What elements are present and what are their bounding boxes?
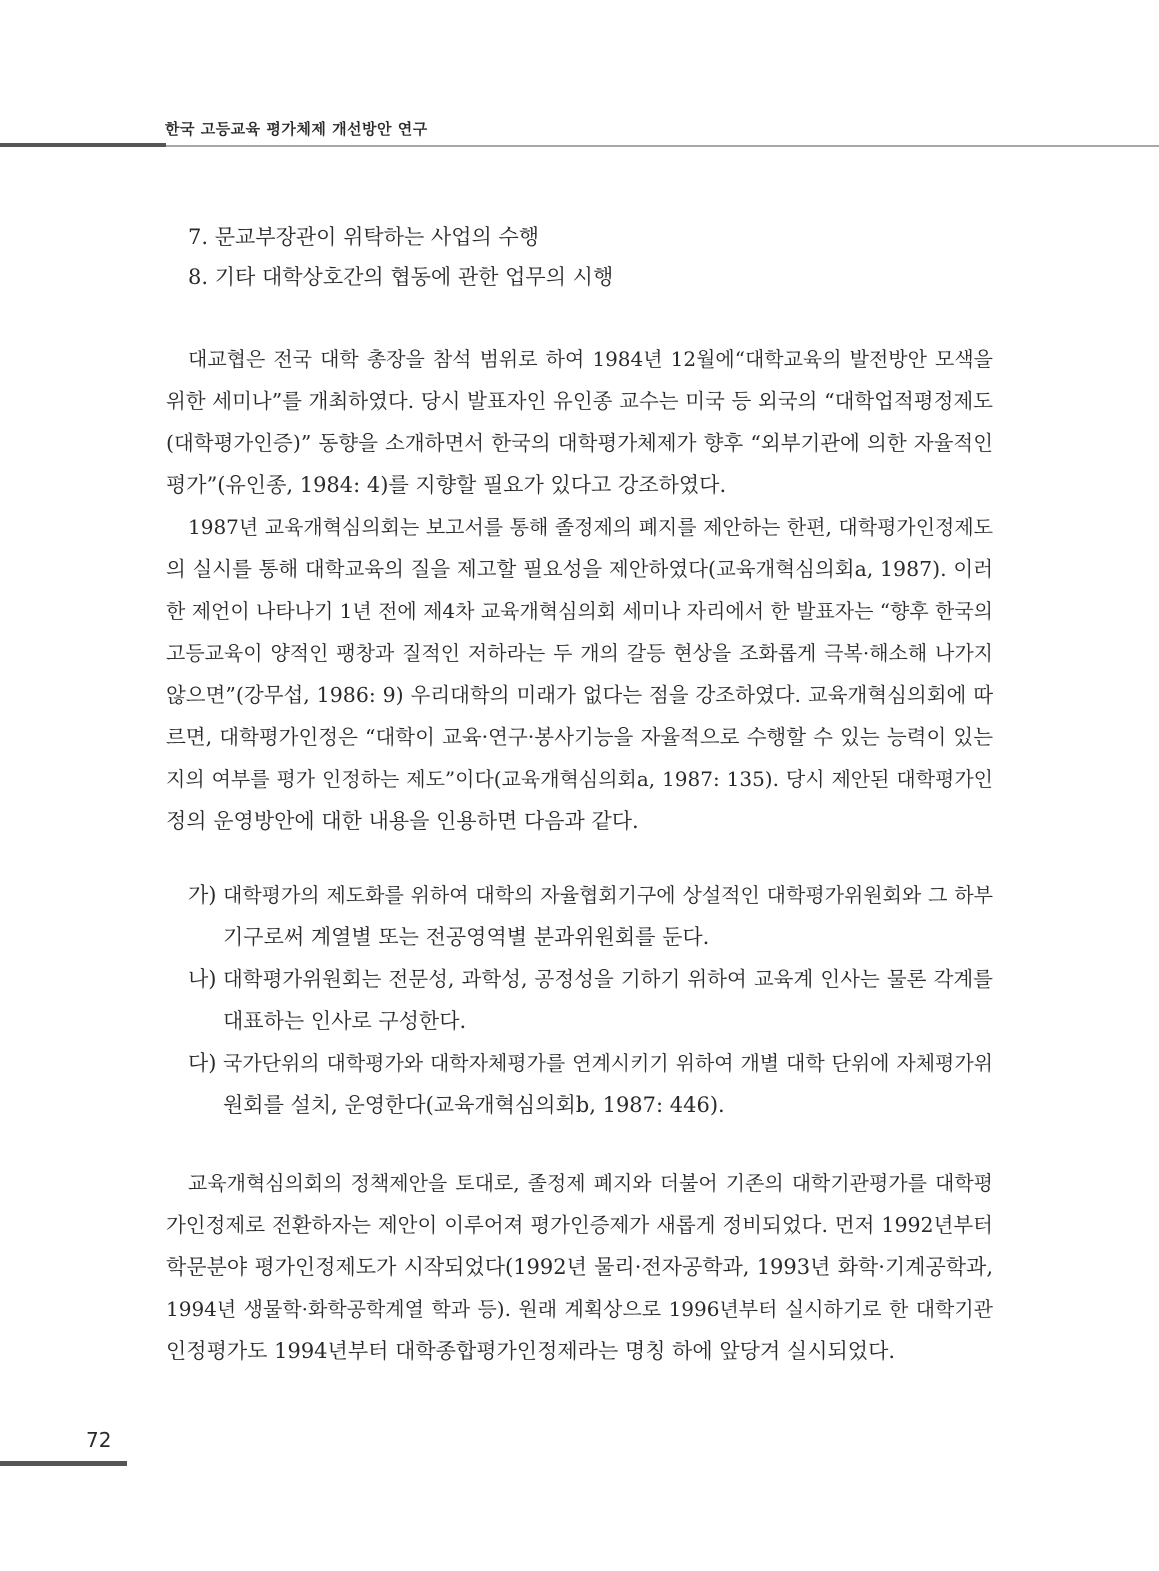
body-line: 지의 여부를 평가 인정하는 제도”이다(교육개혁심의회a, 1987: 135). 당시 제안된 대학평가인 bbox=[166, 767, 993, 791]
list-marker: 나) bbox=[188, 967, 217, 991]
body-line: 의 실시를 통해 대학교육의 질을 제고할 필요성을 제안하였다(교육개혁심의회a, 1987). 이러 bbox=[166, 557, 993, 581]
body-line: 1987년 교육개혁심의회는 보고서를 통해 졸정제의 폐지를 제안하는 한편, 대학평가인정제도 bbox=[188, 515, 993, 539]
numbered-item: 7. 문교부장관이 위탁하는 사업의 수행 bbox=[188, 225, 540, 249]
body-line: 한 제언이 나타나기 1년 전에 제4차 교육개혁심의회 세미나 자리에서 한 발표자는 “향후 한국의 bbox=[166, 599, 993, 623]
quoted-line: 원회를 설치, 운영한다(교육개혁심의회b, 1987: 446). bbox=[223, 1093, 725, 1117]
body-line: (대학평가인증)” 동향을 소개하면서 한국의 대학평가체제가 향후 “외부기관에 의한 자율적인 bbox=[166, 431, 993, 455]
body-line: 르면, 대학평가인정은 “대학이 교육·연구·봉사기능을 자율적으로 수행할 수 있는 능력이 있는 bbox=[166, 725, 993, 749]
list-marker: 다) bbox=[188, 1051, 217, 1075]
header-rule bbox=[166, 145, 1159, 147]
body-line: 학문분야 평가인정제도가 시작되었다(1992년 물리·전자공학과, 1993년 화학·기계공학과, bbox=[166, 1255, 993, 1279]
quoted-line: 대표하는 인사로 구성한다. bbox=[223, 1009, 467, 1033]
body-line: 정의 운영방안에 대한 내용을 인용하면 다음과 같다. bbox=[166, 809, 639, 833]
footer-rule bbox=[0, 1461, 127, 1466]
body-line: 1994년 생물학·화학공학계열 학과 등). 원래 계획상으로 1996년부터 실시하기로 한 대학기관 bbox=[166, 1297, 993, 1321]
running-header-title: 한국 고등교육 평가체제 개선방안 연구 bbox=[165, 120, 428, 138]
quoted-line: 대학평가의 제도화를 위하여 대학의 자율협회기구에 상설적인 대학평가위원회와 그 하부 bbox=[223, 883, 993, 907]
list-marker: 가) bbox=[188, 883, 217, 907]
quoted-line: 기구로써 계열별 또는 전공영역별 분과위원회를 둔다. bbox=[223, 925, 710, 949]
body-line: 않으면”(강무섭, 1986: 9) 우리대학의 미래가 없다는 점을 강조하였다. 교육개혁심의회에 따 bbox=[166, 683, 993, 707]
body-line: 인정평가도 1994년부터 대학종합평가인정제라는 명칭 하에 앞당겨 실시되었다. bbox=[166, 1339, 896, 1363]
quoted-line: 국가단위의 대학평가와 대학자체평가를 연계시키기 위하여 개별 대학 단위에 자체평가위 bbox=[223, 1051, 993, 1075]
body-line: 대교협은 전국 대학 총장을 참석 범위로 하여 1984년 12월에“대학교육의 발전방안 모색을 bbox=[188, 347, 993, 371]
numbered-item: 8. 기타 대학상호간의 협동에 관한 업무의 시행 bbox=[188, 265, 614, 289]
body-line: 교육개혁심의회의 정책제안을 토대로, 졸정제 폐지와 더불어 기존의 대학기관평가를 대학평 bbox=[188, 1171, 993, 1195]
body-line: 위한 세미나”를 개최하였다. 당시 발표자인 유인종 교수는 미국 등 외국의 “대학업적평정제도 bbox=[166, 389, 993, 413]
body-line: 가인정제로 전환하자는 제안이 이루어져 평가인증제가 새롭게 정비되었다. 먼저 1992년부터 bbox=[166, 1213, 993, 1237]
body-line: 고등교육이 양적인 팽창과 질적인 저하라는 두 개의 갈등 현상을 조화롭게 극복·해소해 나가지 bbox=[166, 641, 993, 665]
header-rule-accent bbox=[0, 143, 166, 147]
body-line: 평가”(유인종, 1984: 4)를 지향할 필요가 있다고 강조하였다. bbox=[166, 473, 727, 497]
page-number: 72 bbox=[86, 1428, 112, 1452]
quoted-line: 대학평가위원회는 전문성, 과학성, 공정성을 기하기 위하여 교육계 인사는 물론 각계를 bbox=[223, 967, 993, 991]
